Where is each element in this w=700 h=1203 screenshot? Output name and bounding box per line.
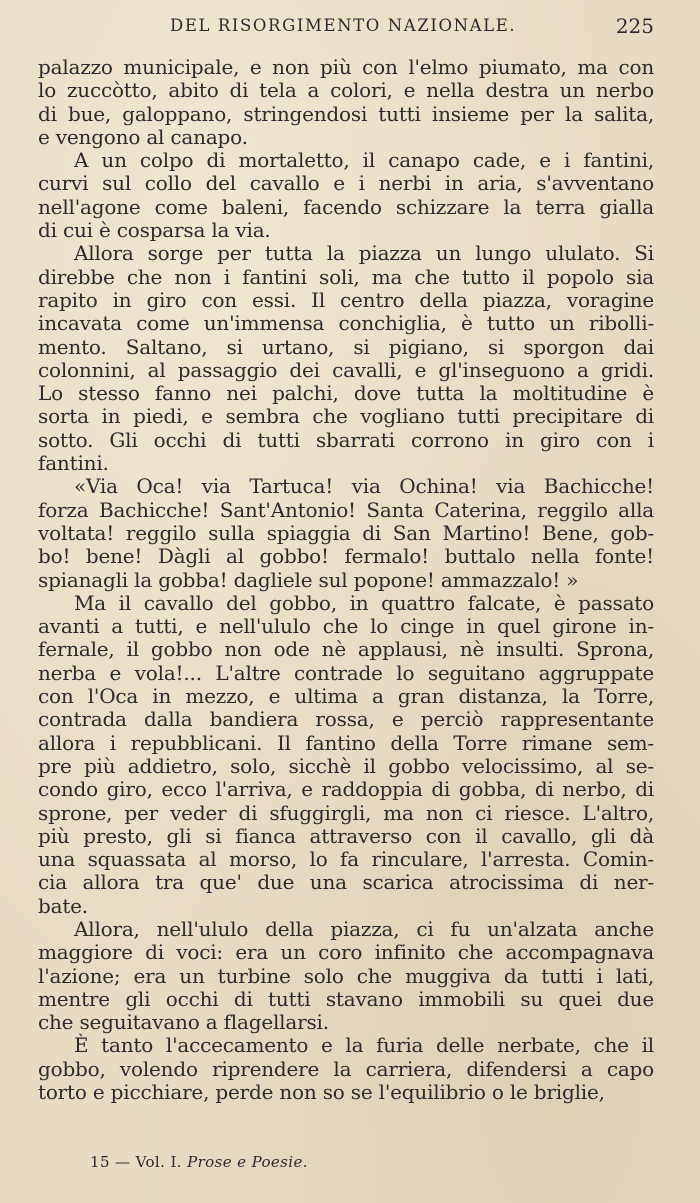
text-line: voltata! reggilo sulla spiaggia di San Martino! Bene, gob- <box>38 520 654 545</box>
paragraph <box>38 918 654 1034</box>
footer-signature: 15 — Vol. I. <box>90 1153 182 1171</box>
text-line: che seguitavano a flagellarsi. <box>38 1010 329 1035</box>
text-line: forza Bachicche! Sant'Antonio! Santa Caterina, reggilo alla <box>38 497 654 522</box>
page-footer <box>90 1153 308 1171</box>
text-line: una squassata al morso, lo fa rinculare, l'arresta. Comin- <box>38 847 654 872</box>
text-line: È tanto l'accecamento e la furia delle nerbate, che il <box>74 1033 654 1058</box>
text-line: cia allora tra que' due una scarica atrocissima di ner- <box>38 870 654 895</box>
text-line: sprone, per veder di sfuggirgli, ma non ci riesce. L'altro, <box>38 800 654 825</box>
text-line: fernale, il gobbo non ode nè applausi, nè insulti. Sprona, <box>38 637 654 662</box>
text-line: condo giro, ecco l'arriva, e raddoppia di gobba, di nerbo, di <box>38 777 654 802</box>
text-line: bo! bene! Dàgli al gobbo! fermalo! buttalo nella fonte! <box>38 544 654 569</box>
text-line: A un colpo di mortaletto, il canapo cade, e i fantini, <box>74 148 654 173</box>
footer-book-title: Prose e Poesie. <box>187 1153 308 1171</box>
text-line: nerba e vola!... L'altre contrade lo seguitano aggruppate <box>38 660 654 685</box>
text-line: direbbe che non i fantini soli, ma che tutto il popolo sia <box>38 264 654 289</box>
text-line: rapito in giro con essi. Il centro della piazza, voragine <box>38 287 654 312</box>
paragraph <box>38 1034 654 1104</box>
page-header <box>38 14 654 44</box>
page-number: 225 <box>615 14 654 38</box>
text-line: curvi sul collo del cavallo e i nerbi in aria, s'avventano <box>38 171 654 196</box>
text-line: lo zuccòtto, abito di tela a colori, e nella destra un nerbo <box>38 78 654 103</box>
text-line: Lo stesso fanno nei palchi, dove tutta la moltitudine è <box>38 381 654 406</box>
text-line: palazzo municipale, e non più con l'elmo piumato, ma con <box>38 55 654 79</box>
text-line: l'azione; era un turbine solo che muggiva da tutti i lati, <box>38 963 654 988</box>
text-line: maggiore di voci: era un coro infinito che accompagnava <box>38 940 654 965</box>
text-line: fantini. <box>38 451 109 476</box>
text-line: sorta in piedi, e sembra che vogliano tutti precipitare di <box>38 404 654 429</box>
paragraph <box>38 56 654 149</box>
paragraph <box>38 242 654 475</box>
text-line: avanti a tutti, e nell'ululo che lo cinge in quel girone in- <box>38 614 654 639</box>
text-line: più presto, gli si fianca attraverso con il cavallo, gli dà <box>38 823 654 848</box>
text-line: bate. <box>38 893 88 918</box>
text-line: nell'agone come baleni, facendo schizzare la terra gialla <box>38 194 654 219</box>
text-line: allora i repubblicani. Il fantino della Torre rimane sem- <box>38 730 654 755</box>
paragraph <box>38 475 654 591</box>
text-line: mento. Saltano, si urtano, si pigiano, si sporgon dai <box>38 334 654 359</box>
text-line: con l'Oca in mezzo, e ultima a gran distanza, la Torre, <box>38 684 654 709</box>
text-line: mentre gli occhi di tutti stavano immobili su quei due <box>38 986 654 1011</box>
text-line: Allora, nell'ululo della piazza, ci fu un'alzata anche <box>74 916 654 941</box>
text-line: Ma il cavallo del gobbo, in quattro falcate, è passato <box>74 590 654 615</box>
text-line: gobbo, volendo riprendere la carriera, difendersi a capo <box>38 1056 654 1081</box>
text-line: spianagli la gobba! dagliele sul popone! ammazzalo! » <box>38 567 579 592</box>
text-line: torto e picchiare, perde non so se l'equilibrio o le briglie, <box>38 1080 605 1105</box>
text-line: e vengono al canapo. <box>38 124 248 149</box>
running-title: DEL RISORGIMENTO NAZIONALE. <box>170 16 517 35</box>
body-text <box>38 56 654 1104</box>
text-line: incavata come un'immensa conchiglia, è tutto un ribolli- <box>38 311 654 336</box>
paragraph <box>38 592 654 918</box>
text-line: di bue, galoppano, stringendosi tutti insieme per la salita, <box>38 101 654 126</box>
text-line: «Via Oca! via Tartuca! via Ochina! via Bachicche! <box>74 474 654 499</box>
text-line: sotto. Gli occhi di tutti sbarrati corrono in giro con i <box>38 427 654 452</box>
text-line: Allora sorge per tutta la piazza un lungo ululato. Si <box>74 241 654 266</box>
text-line: colonnini, al passaggio dei cavalli, e gl'inseguono a gridi. <box>38 357 654 382</box>
text-line: contrada dalla bandiera rossa, e perciò rappresentante <box>38 707 654 732</box>
text-line: pre più addietro, solo, sicchè il gobbo velocissimo, al se- <box>38 753 654 778</box>
text-line: di cui è cosparsa la via. <box>38 218 271 243</box>
paragraph <box>38 149 654 242</box>
